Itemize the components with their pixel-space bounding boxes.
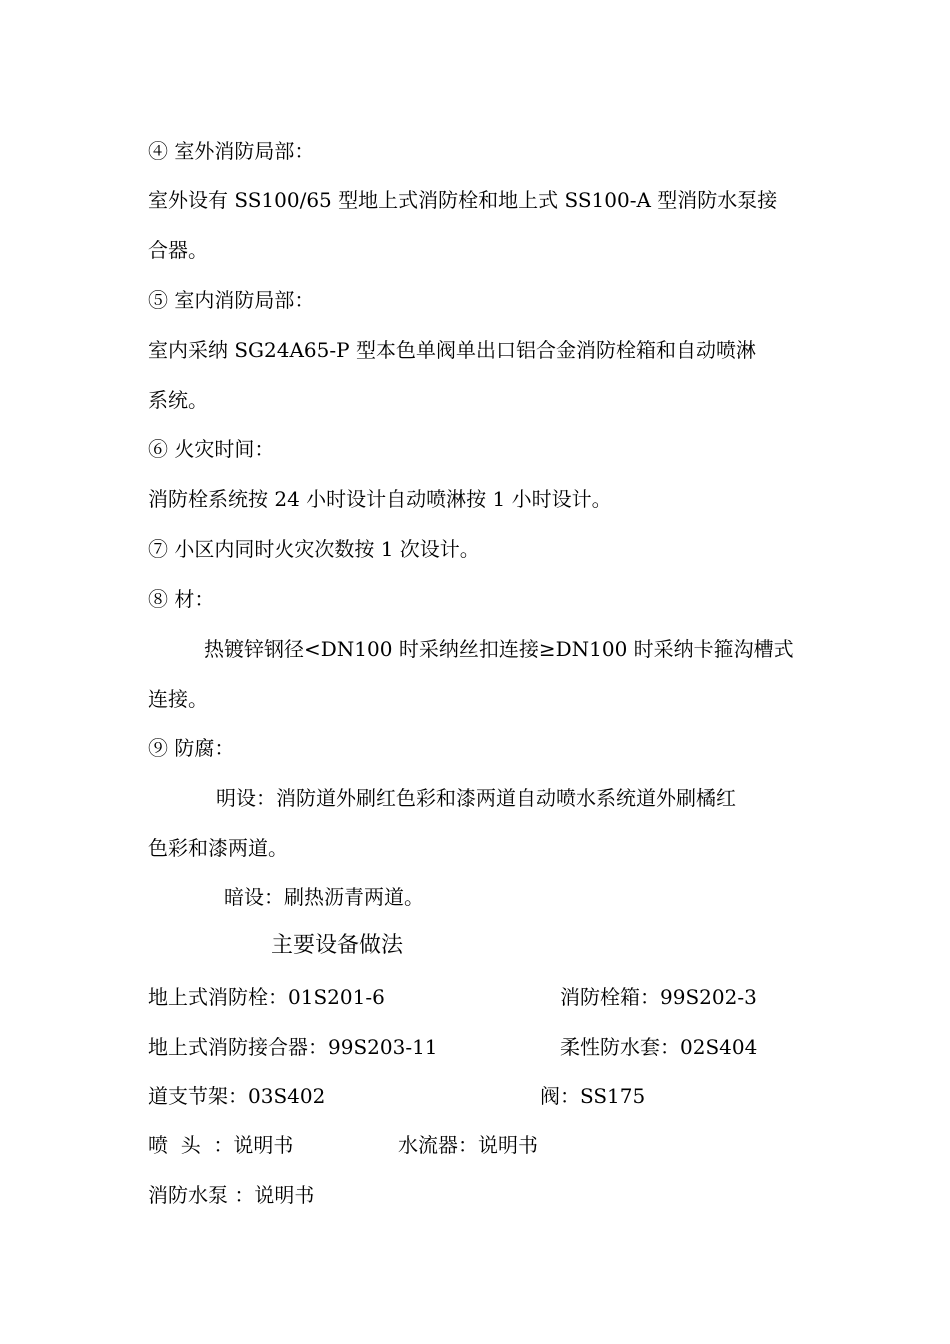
paragraph-line: 暗设：刷热沥青两道。 bbox=[224, 885, 424, 909]
paragraph-line: 室外设有 SS100/65 型地上式消防栓和地上式 SS100-A 型消防水泵接 bbox=[148, 188, 778, 212]
equipment-item: 水流器：说明书 bbox=[398, 1133, 538, 1157]
section-title: 主要设备做法 bbox=[271, 933, 404, 958]
equipment-item: 柔性防水套：02S404 bbox=[560, 1035, 758, 1059]
equipment-item: 地上式消防栓：01S201-6 bbox=[148, 985, 385, 1009]
equipment-item: 喷 头 ：说明书 bbox=[148, 1133, 294, 1157]
item-5-heading: ⑤ 室内消防局部： bbox=[148, 288, 315, 312]
item-4-heading: ④ 室外消防局部： bbox=[148, 139, 315, 163]
paragraph-line: 色彩和漆两道。 bbox=[148, 836, 288, 860]
paragraph-line: 热镀锌钢径<DN100 时采纳丝扣连接≥DN100 时采纳卡箍沟槽式 bbox=[204, 637, 794, 661]
paragraph-line: 合器。 bbox=[148, 238, 208, 262]
equipment-item: 消防水泵 ：说明书 bbox=[148, 1183, 315, 1207]
paragraph-line: 明设：消防道外刷红色彩和漆两道自动喷水系统道外刷橘红 bbox=[216, 786, 736, 810]
equipment-item: 阀：SS175 bbox=[540, 1084, 646, 1108]
paragraph-line: 连接。 bbox=[148, 687, 208, 711]
item-8-heading: ⑧ 材： bbox=[148, 587, 215, 611]
item-7-line: ⑦ 小区内同时火灾次数按 1 次设计。 bbox=[148, 537, 480, 561]
paragraph-line: 室内采纳 SG24A65-P 型本色单阀单出口铝合金消防栓箱和自动喷淋 bbox=[148, 338, 756, 362]
equipment-item: 消防栓箱：99S202-3 bbox=[560, 985, 757, 1009]
equipment-item: 道支节架：03S402 bbox=[148, 1084, 326, 1108]
paragraph-line: 系统。 bbox=[148, 388, 208, 412]
equipment-item: 地上式消防接合器：99S203-11 bbox=[148, 1035, 438, 1059]
item-6-heading: ⑥ 火灾时间： bbox=[148, 437, 275, 461]
paragraph-line: 消防栓系统按 24 小时设计自动喷淋按 1 小时设计。 bbox=[148, 487, 612, 511]
item-9-heading: ⑨ 防腐： bbox=[148, 736, 235, 760]
